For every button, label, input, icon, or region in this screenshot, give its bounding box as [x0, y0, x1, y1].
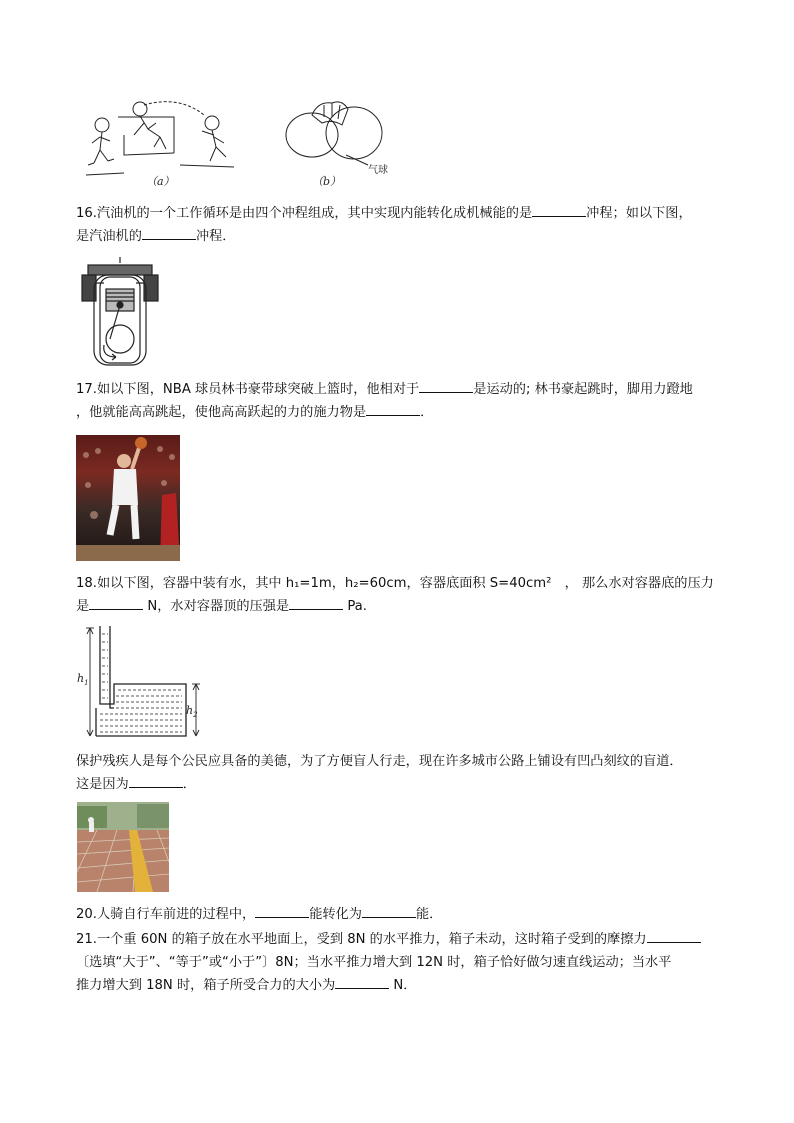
engine-diagram: [80, 255, 160, 367]
q17-text-b: 是运动的; 林书豪起跳时，脚用力蹬地: [473, 382, 693, 397]
h1-letter: h: [77, 672, 85, 685]
question-19: [76, 750, 726, 796]
question-18: [76, 572, 726, 618]
q17-text-a: 17.如以下图，NBA 球员林书豪带球突破上篮时，他相对于: [76, 382, 420, 397]
figure-a-drawing: [84, 95, 244, 190]
q18-blank-2[interactable]: [289, 595, 343, 610]
h1-sub: 1: [84, 679, 89, 687]
question-16: [76, 202, 726, 248]
q19-line1: 保护残疾人是每个公民应具备的美德，为了方便盲人行走，现在许多城市公路上铺设有凹凸刻纹的盲道．: [76, 754, 683, 769]
q20-text-c: 能．: [415, 907, 443, 922]
q19-text-b: ．: [182, 777, 196, 792]
q16-line2: [76, 225, 726, 248]
basketball-photo: [76, 435, 180, 561]
balloon-label: 气球: [368, 165, 388, 176]
q18-text-b: N，水对容器顶的压强是: [143, 599, 290, 614]
tactile-paving-photo: [77, 802, 169, 892]
q18-text-a: 是: [76, 599, 90, 614]
figure-b-label: （b）: [312, 175, 342, 188]
q16-blank-1[interactable]: [532, 202, 586, 217]
question-21: [76, 928, 726, 997]
q17-text-c: ，他就能高高跳起，使他高高跃起的力的施力物是: [76, 405, 367, 420]
h2-letter: h: [186, 704, 194, 717]
q16-blank-2[interactable]: [142, 225, 196, 240]
q17-line1: [76, 378, 726, 401]
q19-blank-1[interactable]: [129, 773, 183, 788]
q20-blank-1[interactable]: [255, 903, 309, 918]
container-diagram: [76, 624, 206, 740]
h1-label: [77, 672, 89, 687]
figure-a-label: （a）: [146, 175, 175, 188]
q20-text-a: 20.人骑自行车前进的过程中，: [76, 907, 256, 922]
q21-line1: [76, 928, 726, 951]
q21-line2: 〔选填“大于”、“等于”或“小于”〕8N；当水平推力增大到 12N 时，箱子恰好做匀速直线运动；当水平: [76, 955, 672, 970]
q18-line2: [76, 595, 726, 618]
question-17: [76, 378, 726, 424]
q16-text-d: 冲程．: [195, 229, 236, 244]
q20-text-b: 能转化为: [309, 907, 362, 922]
q21-text-a: 21.一个重 60N 的箱子放在水平地面上，受到 8N 的水平推力，箱子未动，这时箱子受到的摩擦力: [76, 932, 647, 947]
q21-text-c: 推力增大到 18N 时，箱子所受合力的大小为: [76, 978, 336, 993]
q18-blank-1[interactable]: [89, 595, 143, 610]
q20-line: [76, 903, 726, 926]
q16-text-b: 冲程；如以下图，: [586, 206, 692, 221]
q17-blank-2[interactable]: [366, 401, 420, 416]
q21-line3: [76, 974, 726, 997]
q16-line1: [76, 202, 726, 225]
q18-line1: 18.如以下图，容器中装有水，其中 h₁=1m，h₂=60cm，容器底面积 S=40cm² ， 那么水对容器底的压力: [76, 576, 714, 591]
figure-b-drawing: [282, 95, 392, 190]
q17-line2: [76, 401, 726, 424]
q17-blank-1[interactable]: [419, 378, 473, 393]
q16-text-a: 16.汽油机的一个工作循环是由四个冲程组成，其中实现内能转化成机械能的是: [76, 206, 533, 221]
q19-text-a: 这是因为: [76, 777, 129, 792]
q16-text-c: 是汽油机的: [76, 229, 142, 244]
h2-sub: 2: [193, 711, 198, 719]
q20-blank-2[interactable]: [362, 903, 416, 918]
q21-blank-2[interactable]: [335, 974, 389, 989]
q17-text-d: ．: [420, 405, 434, 420]
q18-text-c: Pa.: [343, 599, 367, 614]
q19-line2: [76, 773, 726, 796]
q21-blank-1[interactable]: [647, 928, 701, 943]
question-20: [76, 903, 726, 926]
q21-text-d: N．: [389, 978, 417, 993]
